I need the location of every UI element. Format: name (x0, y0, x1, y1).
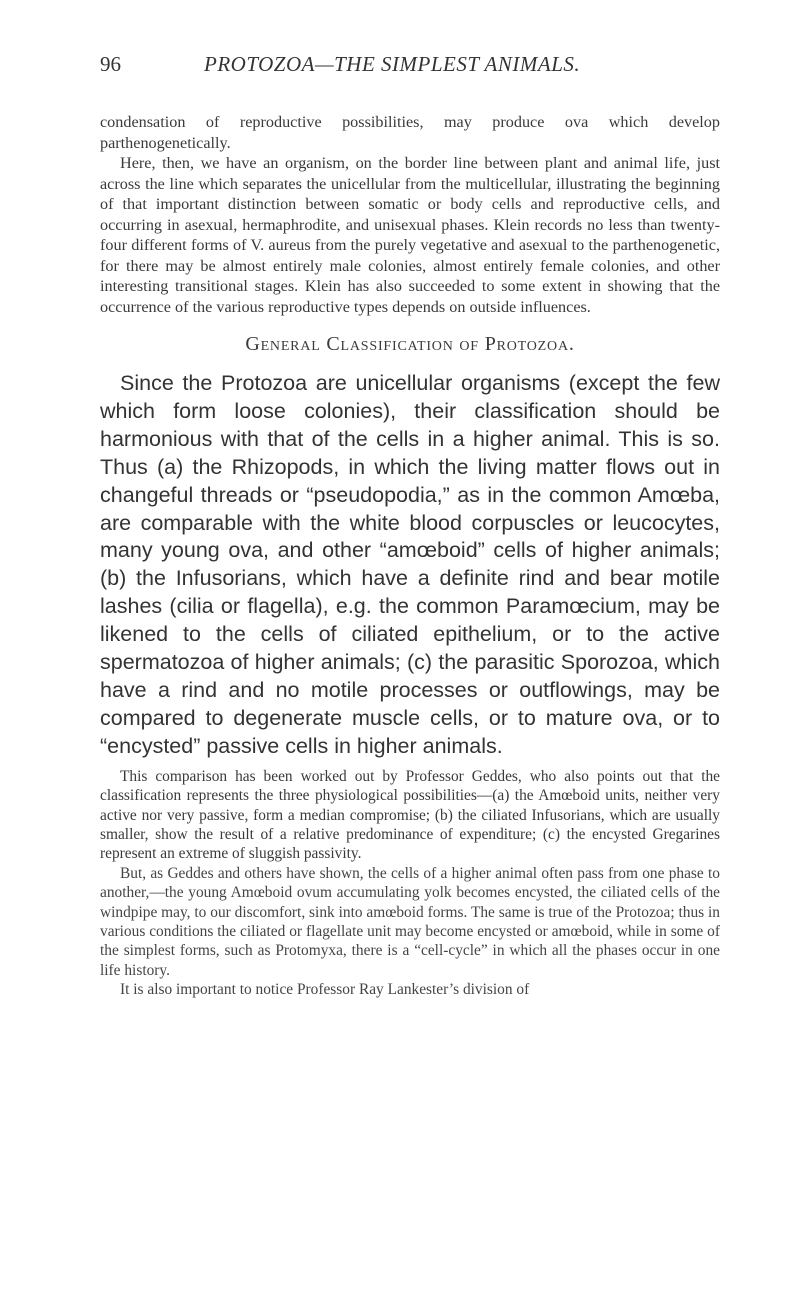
paragraph: condensation of reproductive possibilities, may produce ova which develop parthenogenetically. (100, 113, 720, 152)
large-type-text (100, 370, 720, 761)
section-heading: General Classification of Protozoa. (245, 333, 575, 355)
page-number: 96 (100, 52, 121, 76)
running-header (100, 52, 700, 77)
page-body (100, 112, 720, 1000)
paragraph: Since the Protozoa are unicellular organisms (except the few which form loose colonies), their classification should be harmonious with that of the cells in a higher animal. This is so. Thus (a) the Rhizopods, in which the living matter flows out in changeful threads or “pseudopodia,” as in the common Amœba, are comparable with the white blood corpuscles or leucocytes, many young ova, and other “amœboid” cells of higher animals; (b) the Infusorians, which have a definite rind and bear motile lashes (cilia or flagella), e.g. the common Paramœcium, may be likened to the cells of ciliated epithelium, or to the active spermatozoa of higher animals; (c) the parasitic Sporozoa, which have a rind and no motile processes or outflowings, may be compared to degenerate muscle cells, or to mature ova, or to “encysted” passive cells in higher animals. (100, 371, 720, 758)
paragraph: This comparison has been worked out by Professor Geddes, who also points out that the classification represents the three physiological possibilities—(a) the Amœboid units, neither very active nor very passive, form a median compromise; (b) the ciliated Infusorians, which are usually smaller, show the result of a relative predominance of expenditure; (c) the encysted Gregarines represent an extreme of sluggish passivity. (100, 767, 720, 863)
opening-text (100, 112, 720, 317)
paragraph: But, as Geddes and others have shown, the cells of a higher animal often pass from one phase to another,—the young Amœboid ovum accumulating yolk becomes encysted, the ciliated cells of the windpipe may, to our discomfort, sink into amœboid forms. The same is true of the Protozoa; thus in various conditions the ciliated or flagellate unit may become encysted or amœboid, while in some of the simplest forms, such as Protomyxa, there is a “cell-cycle” in which all the phases occur in one life history. (100, 864, 720, 979)
small-type-text (100, 767, 720, 864)
running-title: PROTOZOA—THE SIMPLEST ANIMALS. (204, 52, 581, 76)
paragraph: It is also important to notice Professor Ray Lankester’s division of (120, 981, 530, 999)
small-type-text-2 (100, 864, 720, 1000)
paragraph: Here, then, we have an organism, on the border line between plant and animal life, just across the line which separates the unicellular from the multicellular, illustrating the beginning of that important distinction between somatic or body cells and reproductive cells, and occurring in asexual, hermaphrodite, and unisexual phases. Klein records no less than twenty-four different forms of V. aureus from the purely vegetative and asexual to the parthenogenetic, for there may be almost entirely male colonies, almost entirely female colonies, and other interesting transitional stages. Klein has also succeeded to some extent in showing that the occurrence of the various reproductive types depends on outside influences. (100, 154, 720, 316)
